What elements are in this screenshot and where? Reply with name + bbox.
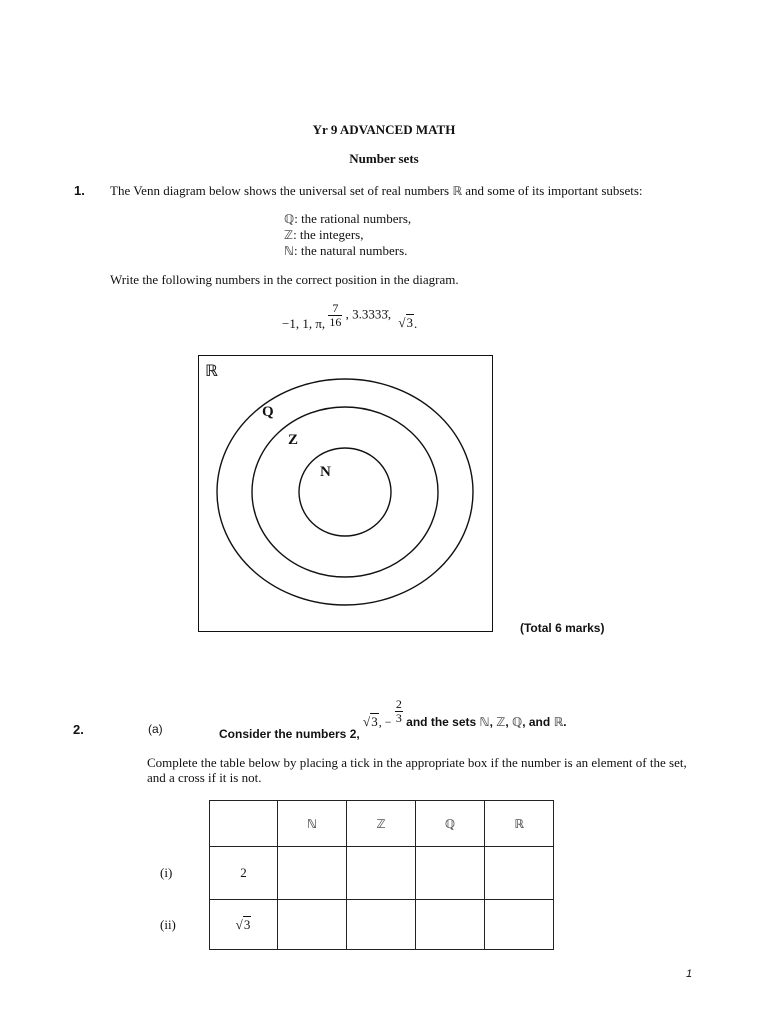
answer-cell[interactable] <box>278 847 347 900</box>
consider-prefix: Consider the numbers 2, <box>219 726 360 741</box>
separator: , <box>489 714 493 729</box>
venn-label-naturals: N <box>320 464 331 480</box>
square-root-three: √3 <box>398 315 414 331</box>
sets-label: and the sets <box>406 714 477 729</box>
answer-cell[interactable] <box>347 900 416 950</box>
page-subtitle: Number sets <box>349 151 419 166</box>
numbers-suffix: . <box>414 316 418 332</box>
fraction-numerator: 7 <box>328 302 342 316</box>
table-header-row <box>210 801 554 847</box>
fraction-two-thirds <box>395 698 403 725</box>
radicand: 3 <box>406 315 414 331</box>
fraction-seven-sixteenths <box>328 302 342 329</box>
set-definitions <box>284 211 411 259</box>
header-symbol: ℚ <box>444 816 456 831</box>
venn-label-reals: ℝ <box>205 361 218 380</box>
definition-naturals <box>284 243 411 259</box>
header-cell-integers <box>347 801 416 847</box>
naturals-symbol: ℕ <box>284 244 295 258</box>
universal-set-box <box>199 356 493 632</box>
header-symbol: ℤ <box>376 816 386 831</box>
definition-rationals <box>284 211 411 227</box>
intro-text-after: and some of its important subsets: <box>465 183 643 198</box>
fraction-denominator: 3 <box>395 711 402 725</box>
repeating-decimal: , 3.3333̇, <box>345 306 392 322</box>
table-row <box>210 847 554 900</box>
question-2-consider <box>219 697 567 741</box>
answer-cell[interactable] <box>485 900 554 950</box>
row-label-ii: (ii) <box>160 917 176 932</box>
table-corner-cell <box>210 801 278 847</box>
numbers-prefix: −1, 1, π, <box>282 316 326 332</box>
answer-cell[interactable] <box>347 847 416 900</box>
row-label-i: (i) <box>160 865 173 880</box>
radicand: 3 <box>371 713 378 729</box>
page-number: 1 <box>686 968 693 980</box>
integers-symbol: ℤ <box>284 228 294 242</box>
square-root-three: √3 <box>235 916 251 932</box>
question-1-intro <box>110 183 643 199</box>
membership-table <box>209 800 554 950</box>
square-root-three: √3 <box>363 713 378 729</box>
row-value-cell: 2 <box>210 847 278 900</box>
question-1-instruction: Write the following numbers in the correct position in the diagram. <box>110 272 459 287</box>
fraction-denominator: 16 <box>329 315 342 329</box>
integers-circle[interactable] <box>252 407 438 577</box>
question-2-number: 2. <box>73 722 84 737</box>
row-value-cell <box>210 900 278 950</box>
numbers-list <box>282 301 418 332</box>
header-symbol: ℕ <box>306 816 318 831</box>
period: . <box>563 714 567 729</box>
header-cell-rationals <box>416 801 485 847</box>
rationals-circle[interactable] <box>217 379 473 605</box>
header-cell-naturals <box>278 801 347 847</box>
definition-text: : the natural numbers. <box>294 243 408 258</box>
set-z-symbol: ℤ <box>496 714 506 729</box>
question-1-number: 1. <box>74 183 85 198</box>
set-n-symbol: ℕ <box>479 714 490 729</box>
header-cell-reals <box>485 801 554 847</box>
set-r-symbol: ℝ <box>553 714 564 729</box>
table-row <box>210 900 554 950</box>
question-2-part-a: (a) <box>148 722 163 736</box>
venn-diagram <box>198 355 494 633</box>
total-marks: (Total 6 marks) <box>520 621 605 635</box>
header-symbol: ℝ <box>514 816 524 831</box>
question-2-instruction: Complete the table below by placing a tick in the appropriate box if the number is an element of the set, and a cross if it is not. <box>147 755 687 785</box>
answer-cell[interactable] <box>485 847 554 900</box>
rationals-symbol: ℚ <box>284 212 295 226</box>
set-q-symbol: ℚ <box>512 714 523 729</box>
answer-cell[interactable] <box>416 847 485 900</box>
and-word: , and <box>522 714 551 729</box>
definition-text: : the integers, <box>293 227 364 242</box>
answer-cell[interactable] <box>416 900 485 950</box>
venn-label-rationals: Q <box>262 404 274 420</box>
intro-text-before: The Venn diagram below shows the universal set of real numbers <box>110 183 450 198</box>
fraction-numerator: 2 <box>395 697 402 711</box>
real-numbers-symbol: ℝ <box>452 184 462 198</box>
naturals-circle[interactable] <box>299 448 391 536</box>
separator: , <box>505 714 509 729</box>
radicand: 3 <box>243 916 251 932</box>
page-title: Yr 9 ADVANCED MATH <box>312 122 456 137</box>
venn-label-integers: Z <box>288 432 299 448</box>
definition-integers <box>284 227 411 243</box>
definition-text: : the rational numbers, <box>294 211 412 226</box>
negative-sign: , − <box>378 714 392 729</box>
sets-text <box>406 715 566 729</box>
answer-cell[interactable] <box>278 900 347 950</box>
